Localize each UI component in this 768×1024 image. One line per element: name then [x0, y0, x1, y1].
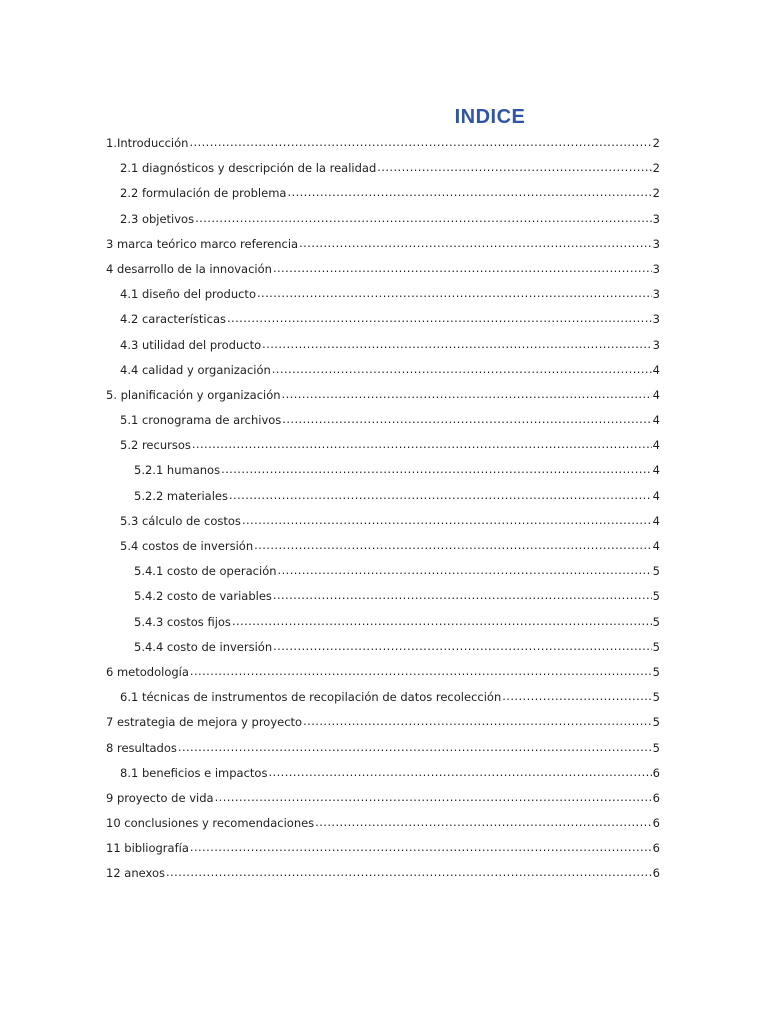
toc-entry-label: 2.2 formulación de problema — [120, 186, 287, 201]
toc-page-number: 3 — [652, 236, 660, 251]
toc-dot-leader — [227, 306, 652, 331]
toc-entry[interactable] — [106, 811, 660, 836]
toc-page-number: 6 — [652, 866, 660, 881]
toc-dot-leader — [257, 281, 652, 306]
toc-page-number: 2 — [652, 186, 660, 201]
toc-entry[interactable] — [106, 710, 660, 735]
toc-entry[interactable] — [106, 584, 660, 609]
toc-entry-label: 5.2 recursos — [120, 438, 191, 453]
toc-dot-leader — [190, 835, 652, 860]
toc-entry[interactable] — [106, 383, 660, 408]
toc-dot-leader — [189, 130, 651, 155]
toc-list — [106, 131, 660, 887]
toc-entry-label: 5.2.1 humanos — [134, 463, 221, 478]
toc-entry-label: 4.2 características — [120, 312, 226, 327]
toc-entry-label: 4.1 diseño del producto — [120, 287, 256, 302]
toc-entry-label: 5.4 costos de inversión — [120, 539, 254, 553]
toc-entry[interactable] — [106, 207, 660, 232]
toc-entry[interactable] — [106, 232, 660, 257]
toc-entry[interactable] — [106, 534, 660, 559]
toc-page-number: 4 — [652, 488, 660, 503]
toc-entry-label: 4.4 calidad y organización — [120, 362, 271, 377]
toc-entry-label: 1.Introducción — [106, 136, 189, 150]
toc-dot-leader — [273, 583, 652, 608]
toc-entry[interactable] — [106, 131, 660, 156]
toc-page-number: 4 — [652, 513, 660, 528]
toc-page-number: 5 — [652, 664, 660, 679]
toc-entry[interactable] — [106, 408, 660, 433]
toc-entry-label: 5.4.3 costos fijos — [134, 614, 231, 629]
toc-entry[interactable] — [106, 509, 660, 534]
toc-page-number: 5 — [652, 614, 660, 629]
toc-entry-label: 11 bibliografía — [106, 841, 189, 856]
toc-dot-leader — [229, 483, 652, 508]
toc-entry[interactable] — [106, 736, 660, 761]
toc-dot-leader — [299, 231, 652, 256]
toc-entry-label: 5.3 cálculo de costos — [120, 513, 241, 528]
toc-page-number: 3 — [652, 287, 660, 302]
toc-dot-leader — [268, 760, 651, 785]
toc-page-number: 6 — [652, 816, 660, 831]
toc-page-number: 5 — [652, 589, 660, 604]
toc-entry[interactable] — [106, 660, 660, 685]
toc-dot-leader — [195, 206, 652, 231]
toc-entry[interactable] — [106, 836, 660, 861]
toc-entry-label: 2.3 objetivos — [120, 211, 195, 226]
toc-page-number: 2 — [652, 161, 660, 176]
toc-entry-label: 4 desarrollo de la innovación — [106, 261, 272, 276]
toc-entry-label: 10 conclusiones y recomendaciones — [106, 816, 315, 831]
toc-entry-label: 4.3 utilidad del producto — [120, 337, 262, 352]
toc-dot-leader — [278, 558, 652, 583]
toc-dot-leader — [254, 533, 652, 558]
toc-entry-label: 12 anexos — [106, 866, 165, 881]
toc-entry-label: 2.1 diagnósticos y descripción de la realidad — [120, 161, 377, 176]
toc-entry[interactable] — [106, 433, 660, 458]
toc-dot-leader — [192, 432, 652, 457]
toc-entry[interactable] — [106, 786, 660, 811]
toc-dot-leader — [377, 155, 651, 180]
toc-entry[interactable] — [106, 861, 660, 886]
toc-dot-leader — [242, 508, 652, 533]
toc-dot-leader — [166, 860, 652, 885]
toc-entry-label: 5. planificación y organización — [106, 387, 281, 402]
toc-entry[interactable] — [106, 282, 660, 307]
toc-entry[interactable] — [106, 685, 660, 710]
toc-entry-label: 5.1 cronograma de archivos — [120, 413, 282, 428]
toc-page-number: 4 — [652, 413, 660, 428]
toc-entry-label: 7 estrategia de mejora y proyecto — [106, 715, 303, 730]
toc-page-number: 3 — [652, 337, 660, 352]
toc-dot-leader — [262, 332, 652, 357]
toc-dot-leader — [502, 684, 651, 709]
toc-entry[interactable] — [106, 761, 660, 786]
toc-entry[interactable] — [106, 333, 660, 358]
toc-dot-leader — [315, 810, 652, 835]
toc-entry-label: 6.1 técnicas de instrumentos de recopilación de datos recolección — [120, 690, 502, 705]
toc-dot-leader — [273, 256, 652, 281]
toc-entry-label: 8 resultados — [106, 740, 177, 755]
toc-page-number: 4 — [652, 463, 660, 478]
toc-page-number: 6 — [652, 790, 660, 805]
toc-entry[interactable] — [106, 458, 660, 483]
toc-entry-label: 6 metodología — [106, 664, 189, 679]
toc-entry[interactable] — [106, 484, 660, 509]
toc-entry[interactable] — [106, 156, 660, 181]
toc-page-number: 6 — [652, 765, 660, 780]
toc-dot-leader — [178, 735, 652, 760]
toc-page-number: 5 — [652, 715, 660, 730]
toc-page-number: 5 — [652, 690, 660, 705]
toc-page-number: 4 — [652, 438, 660, 453]
toc-entry[interactable] — [106, 181, 660, 206]
toc-page-number: 3 — [652, 261, 660, 276]
toc-dot-leader — [190, 659, 652, 684]
toc-page-number: 3 — [652, 211, 660, 226]
toc-dot-leader — [232, 609, 652, 634]
toc-dot-leader — [272, 357, 652, 382]
toc-dot-leader — [273, 634, 652, 659]
toc-entry-label: 8.1 beneficios e impactos — [120, 765, 268, 780]
toc-entry[interactable] — [106, 307, 660, 332]
toc-dot-leader — [215, 785, 652, 810]
toc-dot-leader — [303, 709, 652, 734]
toc-entry[interactable] — [106, 635, 660, 660]
toc-entry[interactable] — [106, 610, 660, 635]
toc-entry-label: 5.4.2 costo de variables — [134, 589, 272, 604]
toc-title: INDICE — [454, 106, 526, 128]
toc-entry-label: 5.4.1 costo de operación — [134, 564, 277, 579]
toc-entry-label: 5.2.2 materiales — [134, 488, 228, 503]
toc-page-number: 5 — [652, 740, 660, 755]
toc-entry[interactable] — [106, 559, 660, 584]
toc-page-number: 4 — [652, 362, 660, 377]
toc-page-number: 2 — [652, 136, 660, 150]
toc-dot-leader — [287, 180, 651, 205]
toc-page-number: 4 — [652, 539, 660, 553]
toc-entry-label: 9 proyecto de vida — [106, 790, 214, 805]
toc-dot-leader — [221, 457, 652, 482]
toc-entry-label: 5.4.4 costo de inversión — [134, 639, 273, 654]
toc-page-number: 6 — [652, 841, 660, 856]
toc-dot-leader — [282, 382, 652, 407]
toc-page-number: 5 — [652, 639, 660, 654]
toc-page-number: 5 — [652, 564, 660, 579]
toc-page-number: 4 — [652, 387, 660, 402]
toc-entry-label: 3 marca teórico marco referencia — [106, 236, 299, 251]
toc-entry[interactable] — [106, 257, 660, 282]
toc-entry[interactable] — [106, 358, 660, 383]
toc-page-number: 3 — [652, 312, 660, 327]
toc-dot-leader — [282, 407, 651, 432]
